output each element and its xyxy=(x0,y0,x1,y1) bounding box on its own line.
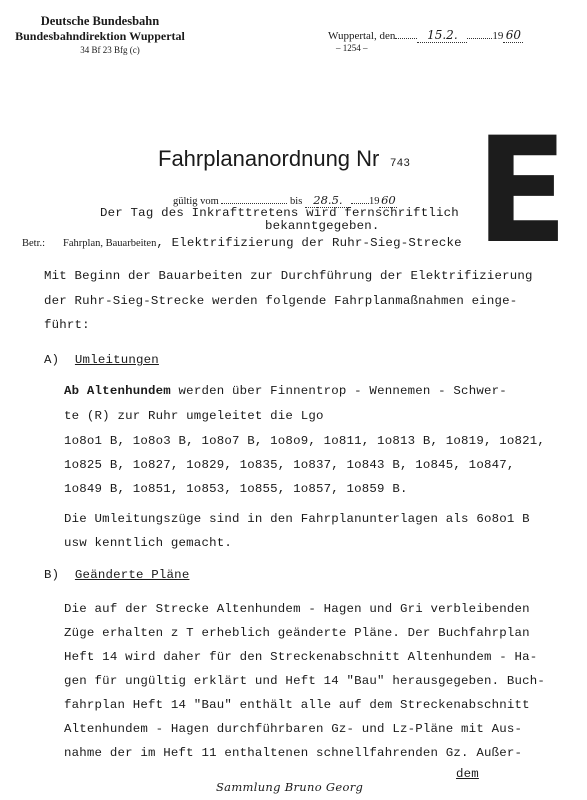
year-prefix: 19 xyxy=(492,30,504,42)
title-number: 743 xyxy=(389,158,411,170)
section-b-line-6: Altenhundem - Hagen durchführbaren Gz- und Lz-Pläne mit Aus- xyxy=(64,722,523,736)
place-label: Wuppertal, den xyxy=(328,30,396,42)
section-a-note-2: usw kenntlich gemacht. xyxy=(64,536,232,550)
valid-until-label: bis xyxy=(290,196,303,207)
subject-text: Fahrplan, Bauarbeiten xyxy=(63,238,157,249)
org-reference: 34 Bf 23 Bfg (c) xyxy=(80,45,140,55)
train-list-line-1: 1o8o1 B, 1o8o3 B, 1o8o7 B, 1o8o9, 1o811, 1o813 B, 1o819, 1o821, xyxy=(64,434,546,448)
section-a-line-1-rest: werden über Finnentrop - Wennemen - Schwer- xyxy=(170,384,507,398)
section-b-heading xyxy=(44,568,189,582)
date-line xyxy=(328,28,523,43)
section-b-title: Geänderte Pläne xyxy=(74,568,190,582)
section-a-note-1: Die Umleitungszüge sind in den Fahrplanunterlagen als 6o8o1 B xyxy=(64,512,530,526)
org-division: Bundesbahndirektion Wuppertal xyxy=(15,29,185,43)
collection-credit: Sammlung Bruno Georg xyxy=(216,780,364,794)
section-b-line-2: Züge erhalten z T erheblich geänderte Pläne. Der Buchfahrplan xyxy=(64,626,530,640)
intro-line-2: der Ruhr-Sieg-Strecke werden folgende Fahrplanmaßnahmen einge- xyxy=(44,294,518,308)
title-text: Fahrplananordnung Nr xyxy=(158,146,380,171)
validity-note-2: bekanntgegeben. xyxy=(265,219,380,233)
subject-text-typed: , Elektrifizierung der Ruhr-Sieg-Strecke xyxy=(156,236,462,250)
valid-from-label: gültig vom xyxy=(173,196,219,207)
subject-line xyxy=(22,233,462,251)
date-day: 15.2. xyxy=(417,28,467,43)
section-a-line-1-bold: Ab Altenhundem xyxy=(64,384,171,398)
validity-note-1: Der Tag des Inkrafttretens wird fernschriftlich xyxy=(100,206,459,220)
section-a-line-2: te (R) zur Ruhr umgeleitet die Lgo xyxy=(64,409,324,423)
issuer-block xyxy=(0,14,200,57)
section-b-line-1: Die auf der Strecke Altenhundem - Hagen und Gri verbleibenden xyxy=(64,602,530,616)
train-list-line-2: 1o825 B, 1o827, 1o829, 1o835, 1o837, 1o843 B, 1o845, 1o847, xyxy=(64,458,515,472)
section-a-heading xyxy=(44,353,159,367)
section-b-marker: B) xyxy=(44,568,60,582)
valid-year-value: 60 xyxy=(381,193,396,207)
document-number: – 1254 – xyxy=(336,43,368,53)
page-continuation: dem xyxy=(456,767,479,781)
section-b-line-4: gen für ungültig erklärt und Heft 14 "Bau" herausgegeben. Buch- xyxy=(64,674,546,688)
document-title xyxy=(158,146,410,172)
intro-line-1: Mit Beginn der Bauarbeiten zur Durchführung der Elektrifizierung xyxy=(44,269,533,283)
section-b-line-3: Heft 14 wird daher für den Streckenabschnitt Altenhundem - Ha- xyxy=(64,650,538,664)
section-a-marker: A) xyxy=(44,353,60,367)
subject-label: Betr.: xyxy=(22,238,46,249)
section-b-line-5: fahrplan Heft 14 "Bau" enthält alle auf dem Streckenabschnitt xyxy=(64,698,530,712)
valid-until-date: 28.5. xyxy=(305,193,351,208)
org-name: Deutsche Bundesbahn xyxy=(40,14,160,28)
intro-line-3: führt: xyxy=(44,318,90,332)
section-a-title: Umleitungen xyxy=(74,353,159,367)
section-a-line-1 xyxy=(64,384,507,398)
valid-year-prefix: 19 xyxy=(368,196,380,207)
category-letter: E xyxy=(475,106,568,276)
section-b-line-7: nahme der im Heft 11 enthaltenen schnellfahrenden Gz. Außer- xyxy=(64,746,523,760)
year-value: 60 xyxy=(503,28,523,43)
train-list-line-3: 1o849 B, 1o851, 1o853, 1o855, 1o857, 1o859 B. xyxy=(64,482,408,496)
